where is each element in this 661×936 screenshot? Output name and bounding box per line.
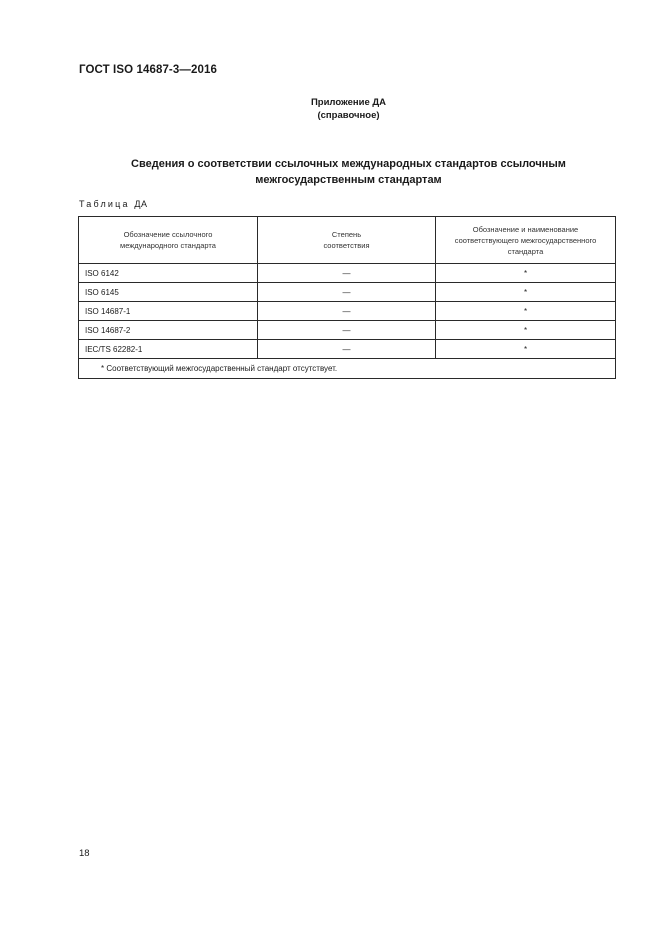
table-header-row: [79, 217, 616, 264]
cell-degree: —: [258, 264, 436, 283]
table-footnote-row: [79, 359, 616, 379]
appendix-subtitle: (справочное): [317, 110, 380, 121]
table-row: [79, 321, 616, 340]
cell-standard: ISO 14687-2: [79, 321, 258, 340]
appendix-heading: [0, 96, 661, 122]
table-caption-label: Таблица: [79, 199, 130, 209]
cell-gost: *: [436, 340, 616, 359]
cell-degree: —: [258, 340, 436, 359]
page-number: 18: [79, 848, 90, 859]
cell-degree: —: [258, 302, 436, 321]
cell-gost: *: [436, 283, 616, 302]
cell-degree: —: [258, 321, 436, 340]
cell-standard: IEC/TS 62282-1: [79, 340, 258, 359]
table-row: [79, 283, 616, 302]
table-row: [79, 264, 616, 283]
header-reference-standard: Обозначение ссылочного международного стандарта: [79, 217, 258, 264]
section-title: [0, 156, 661, 188]
section-title-line-2: межгосударственным стандартам: [255, 174, 442, 186]
cell-standard: ISO 14687-1: [79, 302, 258, 321]
cell-degree: —: [258, 283, 436, 302]
appendix-title: Приложение ДА: [310, 97, 387, 108]
correspondence-table: [78, 216, 616, 379]
cell-gost: *: [436, 321, 616, 340]
table-row: [79, 302, 616, 321]
table-footnote: * Соответствующий межгосударственный стандарт отсутствует.: [79, 359, 616, 379]
cell-gost: *: [436, 302, 616, 321]
cell-standard: ISO 6145: [79, 283, 258, 302]
table-caption: [79, 199, 148, 209]
cell-gost: *: [436, 264, 616, 283]
section-title-line-1: Сведения о соответствии ссылочных международных стандартов ссылочным: [131, 158, 566, 170]
table-row: [79, 340, 616, 359]
table-caption-number: ДА: [134, 199, 148, 209]
header-interstate-standard: Обозначение и наименование соответствующего межгосударственного стандарта: [436, 217, 616, 264]
header-degree-of-correspondence: Степень соответствия: [258, 217, 436, 264]
cell-standard: ISO 6142: [79, 264, 258, 283]
document-code: ГОСТ ISO 14687-3—2016: [79, 64, 217, 76]
